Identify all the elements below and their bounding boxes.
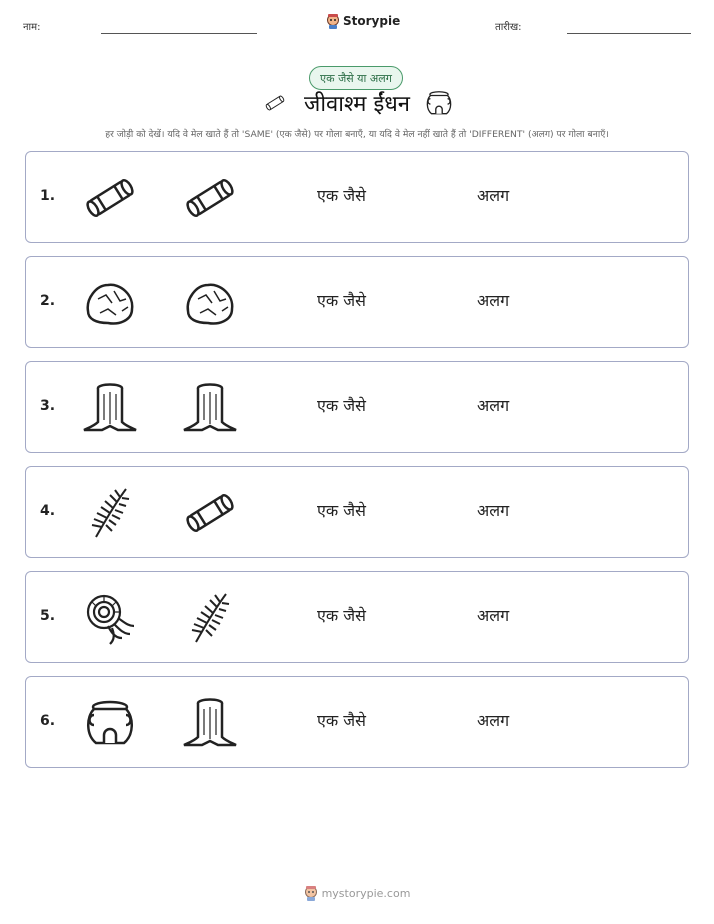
same-option[interactable]: एक जैसे [317,606,366,625]
tree-stump-icon [182,380,238,436]
same-option[interactable]: एक जैसे [317,291,366,310]
exercise-row [25,676,689,768]
exercise-row [25,361,689,453]
same-option[interactable]: एक जैसे [317,501,366,520]
fern-icon [182,590,238,646]
pot-icon [424,88,454,118]
different-option[interactable]: अलग [477,186,510,205]
row-number: 2. [40,293,56,309]
footer [0,885,714,901]
tree-stump-icon [82,380,138,436]
row-number: 3. [40,398,56,414]
worksheet-type-badge: एक जैसे या अलग [309,66,403,90]
rock-icon [182,275,238,331]
exercise-row [25,571,689,663]
row-number: 6. [40,713,56,729]
name-field-line[interactable] [101,33,257,34]
storypie-mascot-icon [304,885,318,901]
footer-url[interactable]: mystorypie.com [321,886,411,900]
page-title: जीवाश्म ईंधन [304,92,410,117]
pipe-icon [182,170,238,226]
different-option[interactable]: अलग [477,711,510,730]
ammonite-fossil-icon [82,590,138,646]
exercise-row [25,256,689,348]
same-option[interactable]: एक जैसे [317,396,366,415]
pipe-icon [260,92,290,114]
date-field-line[interactable] [567,33,691,34]
pot-icon [82,695,138,751]
row-number: 5. [40,608,56,624]
storypie-mascot-icon [326,13,340,29]
title-row [0,88,714,118]
same-option[interactable]: एक जैसे [317,186,366,205]
pipe-icon [182,485,238,541]
different-option[interactable]: अलग [477,291,510,310]
exercise-row [25,466,689,558]
tree-stump-icon [182,695,238,751]
exercise-row [25,151,689,243]
pipe-icon [82,170,138,226]
fern-icon [82,485,138,541]
row-number: 4. [40,503,56,519]
different-option[interactable]: अलग [477,396,510,415]
name-label: नाम: [23,22,41,33]
rock-icon [82,275,138,331]
date-label: तारीख: [495,22,522,33]
instructions-text: हर जोड़ी को देखें। यदि वे मेल खाते हैं तो 'SAME' (एक जैसे) पर गोला बनाएँ, या यदि वे मेल नहीं खाते हैं तो 'DIFFERENT' (अलग) पर गोला बनाएँ। [105,129,609,140]
same-option[interactable]: एक जैसे [317,711,366,730]
different-option[interactable]: अलग [477,501,510,520]
brand-logo [326,13,400,29]
row-number: 1. [40,188,56,204]
different-option[interactable]: अलग [477,606,510,625]
brand-name: Storypie [343,14,401,28]
